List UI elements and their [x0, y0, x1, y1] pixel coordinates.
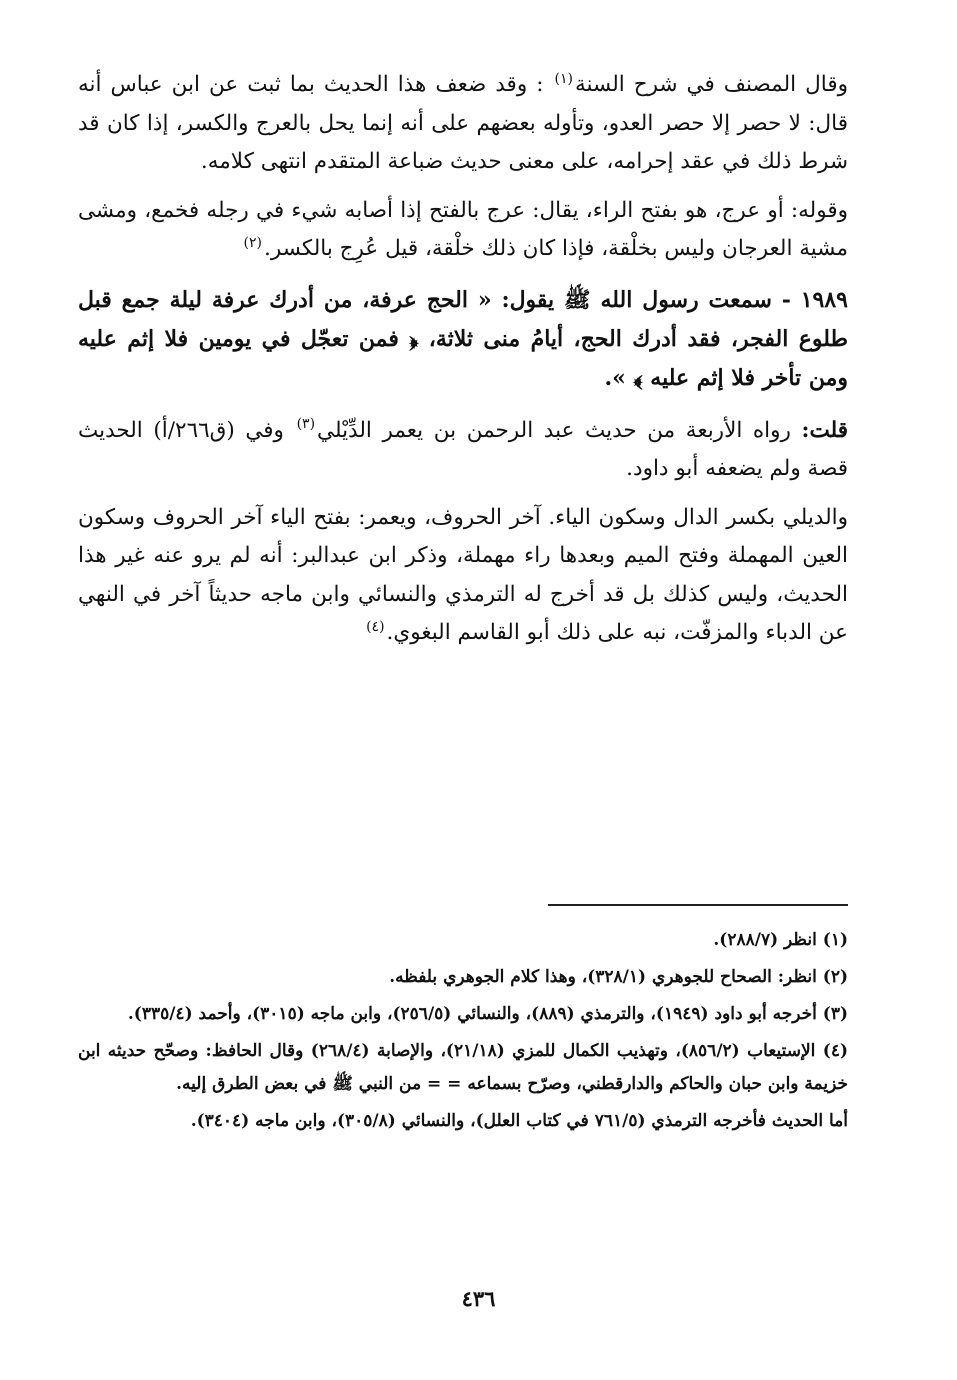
footnote-4: (٤) الإستيعاب (٨٥٦/٢)، وتهذيب الكمال للمزي (٢١/١٨)، والإصابة (٢٦٨/٤) وقال الحافظ: وصحّح حديثه ابن خزيمة وابن حبان والحاكم والدارقطني، وصرّح بسماعه = = من النبي ﷺ في بعض الطرق إليه. [78, 1041, 849, 1094]
paragraph-1 [78, 66, 848, 182]
paragraph-2-text: وقوله: أو عرج، هو بفتح الراء، يقال: عرج بالفتح إذا أصابه شيء في رجله فخمع، ومشى مشية العرجان وليس بخلْقة، فإذا كان ذلك خلْقة، قيل عُرِج بالكسر. [78, 197, 848, 261]
footnote-2: (٢) انظر: الصحاح للجوهري (٣٢٨/١)، وهذا كلام الجوهري بلفظه. [389, 967, 848, 987]
footnote-ref-2: (٢) [243, 234, 262, 251]
paragraph-3-text-b: وفي (ق٢٦٦/أ) الحديث قصة ولم يضعفه أبو داود. [78, 417, 848, 481]
hadith-1989: ١٩٨٩ - سمعت رسول الله ﷺ يقول: « الحج عرفة، من أدرك عرفة ليلة جمع قبل طلوع الفجر، فقد أدرك الحج، أيامُ منى ثلاثة، ﴿ فمن تعجّل في يومين فلا إثم عليه ومن تأخر فلا إثم عليه ﴾ ». [78, 286, 848, 391]
paragraph-1-text-b: : وقد ضعف هذا الحديث بما ثبت عن ابن عباس أنه قال: لا حصر إلا حصر العدو، وتأوله بعضهم على أنه إنما يحل بالعرج والكسر، إذا كان قد شرط ذلك في عقد إحرامه، على معنى حديث ضباعة المتقدم انتهى كلامه. [78, 72, 848, 174]
footnote-ref-1: (١) [554, 70, 573, 87]
paragraph-3 [78, 412, 848, 489]
footnote-3: (٣) أخرجه أبو داود (١٩٤٩)، والترمذي (٨٨٩)، والنسائي (٢٥٦/٥)، وابن ماجه (٣٠١٥)، وأحمد (٣٣٥/٤). [127, 1004, 848, 1024]
main-text [78, 66, 848, 663]
footnote-4-continuation: أما الحديث فأخرجه الترمذي (٧٦١/٥ في كتاب العلل)، والنسائي (٣٠٥/٨)، وابن ماجه (٣٤٠٤). [190, 1111, 848, 1131]
paragraph-1-text-a: وقال المصنف في شرح السنة [575, 72, 848, 97]
footnotes [78, 924, 848, 1142]
paragraph-2 [78, 192, 848, 269]
paragraph-4-text: والديلي بكسر الدال وسكون الياء. آخر الحروف، ويعمر: بفتح الياء آخر الحروف وسكون العين المهملة وفتح الميم وبعدها راء مهملة، وذكر ابن عبدالبر: أنه لم يرو عنه غير هذا الحديث، وليس كذلك بل قد أخرج له الترمذي والنسائي وابن ماجه حديثاً آخر في النهي عن الدباء والمزفّت، نبه على ذلك أبو القاسم البغوي. [78, 504, 848, 645]
footnote-ref-4: (٤) [366, 618, 385, 635]
page-number: ٤٣٦ [461, 1286, 496, 1311]
footnote-ref-3: (٣) [296, 416, 316, 433]
paragraph-3-lead: قلت: [801, 417, 848, 443]
footnote-divider [548, 904, 848, 906]
paragraph-4 [78, 499, 848, 653]
paragraph-3-text-a: رواه الأربعة من حديث عبد الرحمن بن يعمر الدِّيْلي [317, 417, 791, 443]
footnote-1: (١) انظر (٢٨٨/٧). [713, 930, 848, 950]
